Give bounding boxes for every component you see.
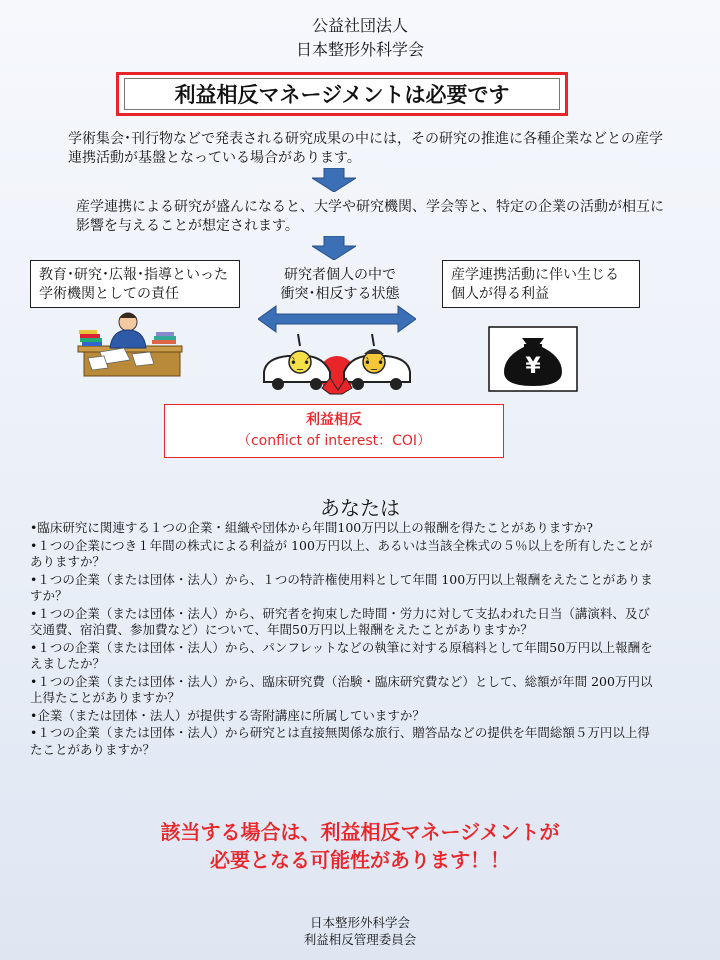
money-symbol: ¥ [525, 354, 541, 379]
list-item: •臨床研究に関連する１つの企業・組織や団体から年間100万円以上の報酬を得たことがありますか? [30, 520, 593, 535]
conclusion-line2: 必要となる可能性があります！！ [210, 848, 510, 872]
colliding-cars-illustration [258, 332, 416, 396]
down-arrow-icon [312, 236, 356, 260]
org-line2: 日本整形外科学会 [295, 40, 424, 59]
down-arrow-icon [312, 168, 356, 192]
question-list [30, 520, 660, 759]
coi-label: 利益相反 [306, 412, 362, 428]
title-banner [116, 72, 568, 116]
conflict-description-line1: 研究者個人の中で [284, 267, 396, 283]
double-headed-arrow-icon [258, 304, 416, 334]
svg-text:•̀_•́: •̀_•́ [363, 356, 385, 370]
footer-line2: 利益相反管理委員会 [303, 932, 417, 947]
conflict-description [262, 266, 418, 304]
page-title: 利益相反マネージメントは必要です [124, 78, 560, 110]
svg-text:•̀_•́: •̀_•́ [289, 356, 311, 370]
list-item: •１つの企業（または団体・法人）から研究とは直接無関係な旅行、贈答品などの提供を年間総額５万円以上得たことがありますか？ [30, 725, 650, 757]
footer-line1: 日本整形外科学会 [309, 915, 410, 930]
conclusion-line1: 該当する場合は、利益相反マネージメントが [160, 820, 560, 844]
list-item: •１つの企業（または団体・法人）から、パンフレットなどの執筆に対する原稿料として年間50万円以上報酬をえましたか？ [30, 639, 653, 671]
list-item: •１つの企業につき１年間の株式による利益が 100万円以上、あるいは当該全株式の５％以上を所有したことがありますか？ [30, 537, 653, 569]
footer [0, 914, 720, 948]
coi-english: （conflict of interest：COI） [236, 433, 432, 449]
questions-heading: あなたは [320, 496, 400, 520]
conflict-description-line2: 衝突･相反する状態 [280, 286, 400, 302]
org-line1: 公益社団法人 [311, 16, 408, 35]
personal-benefit-box: 産学連携活動に伴い生じる個人が得る利益 [442, 260, 640, 308]
list-item: •１つの企業（または団体・法人）から、臨床研究費（治験・臨床研究費など）として、総額が年間 200万円以上得たことがありますか？ [30, 673, 653, 705]
researcher-at-desk-illustration [70, 308, 186, 380]
list-item: •企業（または団体・法人）が提供する寄附講座に所属していますか？ [30, 707, 425, 723]
list-item: •１つの企業（または団体・法人）から、研究者を拘束した時間・労力に対して支払われた日当（講演料、及び交通費、宿泊費、参加費など）について、年間50万円以上報酬をえたことがありますか？ [30, 605, 650, 637]
organization-header [0, 14, 720, 62]
coi-box [164, 404, 504, 458]
intro-paragraph-2: 産学連携による研究が盛んになると、大学や研究機関、学会等と、特定の企業の活動が相互に影響を与えることが想定されます。 [76, 199, 664, 234]
intro-paragraph-1: 学術集会･刊行物などで発表される研究成果の中には，その研究の推進に各種企業などとの産学連携活動が基盤となっている場合があります。 [68, 131, 663, 166]
conclusion [0, 818, 720, 874]
list-item: •１つの企業（または団体・法人）から、１つの特許権使用料として年間 100万円以上報酬をえたことがありますか？ [30, 571, 653, 603]
academic-responsibility-box: 教育･研究･広報･指導といった学術機関としての責任 [30, 260, 240, 308]
